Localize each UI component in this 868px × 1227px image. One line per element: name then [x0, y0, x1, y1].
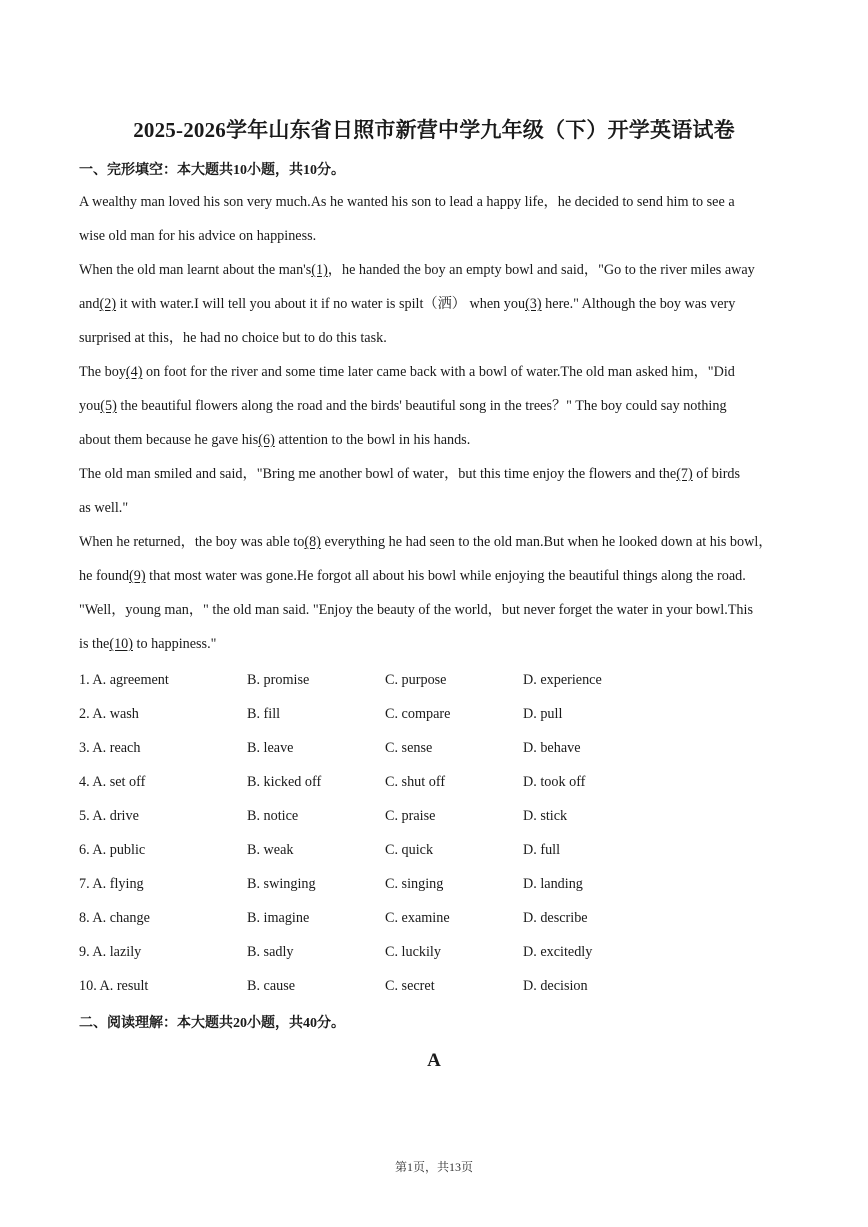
blank-6: (6) [258, 432, 275, 448]
option-b: B. promise [247, 672, 310, 688]
section-2-heading: 二、阅读理解：本大题共20小题，共40分。 [79, 1016, 345, 1031]
option-c: C. luckily [385, 944, 441, 960]
cloze-passage [79, 192, 792, 652]
passage-line: is the(10) to happiness." [79, 636, 217, 652]
section-1-heading: 一、完形填空：本大题共10小题，共10分。 [79, 163, 345, 178]
passage-line: The old man smiled and said，"Bring me another bowl of water，but this time enjoy the flowers and the(7) of birds [79, 466, 741, 482]
option-c: C. sense [385, 740, 433, 756]
passage-line: surprised at this，he had no choice but to do this task. [79, 330, 387, 346]
option-b: B. fill [247, 706, 281, 722]
option-b: B. kicked off [247, 774, 322, 790]
option-c: C. examine [385, 910, 450, 926]
option-b: B. weak [247, 842, 294, 858]
passage-line: "Well，young man，" the old man said. "Enjoy the beauty of the world，but never forget the water in your bowl.This [79, 602, 753, 618]
option-c: C. praise [385, 808, 436, 824]
blank-8: (8) [304, 534, 321, 550]
passage-line: you(5) the beautiful flowers along the road and the birds' beautiful song in the trees？" The boy could say nothing [79, 398, 727, 414]
option-a: 9. A. lazily [79, 944, 142, 960]
option-d: D. landing [523, 876, 583, 892]
passage-line: When the old man learnt about the man's(1)，he handed the boy an empty bowl and said，"Go to the river miles away [79, 262, 755, 278]
option-a: 8. A. change [79, 910, 150, 926]
option-d: D. experience [523, 672, 602, 688]
option-c: C. singing [385, 876, 444, 892]
option-a: 5. A. drive [79, 808, 139, 824]
passage-line: A wealthy man loved his son very much.As he wanted his son to lead a happy life，he decided to send him to see a [79, 194, 735, 210]
passage-line: as well." [79, 500, 129, 516]
passage-line: he found(9) that most water was gone.He forgot all about his bowl while enjoying the beautiful things along the road. [79, 568, 746, 584]
option-d: D. pull [523, 706, 563, 722]
blank-3: (3) [525, 296, 542, 312]
blank-5: (5) [100, 398, 117, 414]
option-b: B. sadly [247, 944, 294, 960]
option-a: 3. A. reach [79, 740, 141, 756]
blank-2: (2) [99, 296, 117, 312]
option-b: B. leave [247, 740, 294, 756]
option-a: 1. A. agreement [79, 672, 169, 688]
option-c: C. secret [385, 978, 435, 994]
option-d: D. stick [523, 808, 568, 824]
option-d: D. took off [523, 774, 586, 790]
blank-7: (7) [676, 466, 693, 482]
option-c: C. quick [385, 842, 434, 858]
option-c: C. compare [385, 706, 451, 722]
option-d: D. full [523, 842, 561, 858]
option-d: D. excitedly [523, 944, 593, 960]
option-b: B. swinging [247, 876, 316, 892]
option-d: D. behave [523, 740, 581, 756]
option-a: 4. A. set off [79, 774, 146, 790]
option-b: B. imagine [247, 910, 310, 926]
option-b: B. cause [247, 978, 296, 994]
option-a: 7. A. flying [79, 876, 144, 892]
passage-line: about them because he gave his(6) attention to the bowl in his hands. [79, 432, 471, 448]
blank-10: (10) [109, 636, 133, 652]
passage-line: wise old man for his advice on happiness. [79, 228, 317, 244]
blank-9: (9) [129, 568, 146, 584]
passage-line: The boy(4) on foot for the river and some time later came back with a bowl of water.The old man asked him，"Did [79, 364, 735, 380]
option-a: 10. A. result [79, 978, 149, 994]
option-c: C. shut off [385, 774, 446, 790]
passage-line: and(2) it with water.I will tell you about it if no water is spilt（洒） when you(3) here." Although the boy was very [79, 296, 736, 312]
blank-4: (4) [125, 364, 143, 380]
page-title: 2025-2026学年山东省日照市新营中学九年级（下）开学英语试卷 [133, 118, 735, 142]
option-d: D. decision [523, 978, 588, 994]
page-footer: 第1页，共13页 [394, 1160, 473, 1174]
option-c: C. purpose [385, 672, 447, 688]
option-d: D. describe [523, 910, 588, 926]
passage-line: When he returned，the boy was able to(8) everything he had seen to the old man.But when he looked down at his bowl， [79, 534, 773, 550]
option-b: B. notice [247, 808, 299, 824]
blank-1: (1) [311, 262, 328, 278]
passage-label: A [427, 1050, 441, 1071]
option-a: 2. A. wash [79, 706, 139, 722]
option-a: 6. A. public [79, 842, 146, 858]
